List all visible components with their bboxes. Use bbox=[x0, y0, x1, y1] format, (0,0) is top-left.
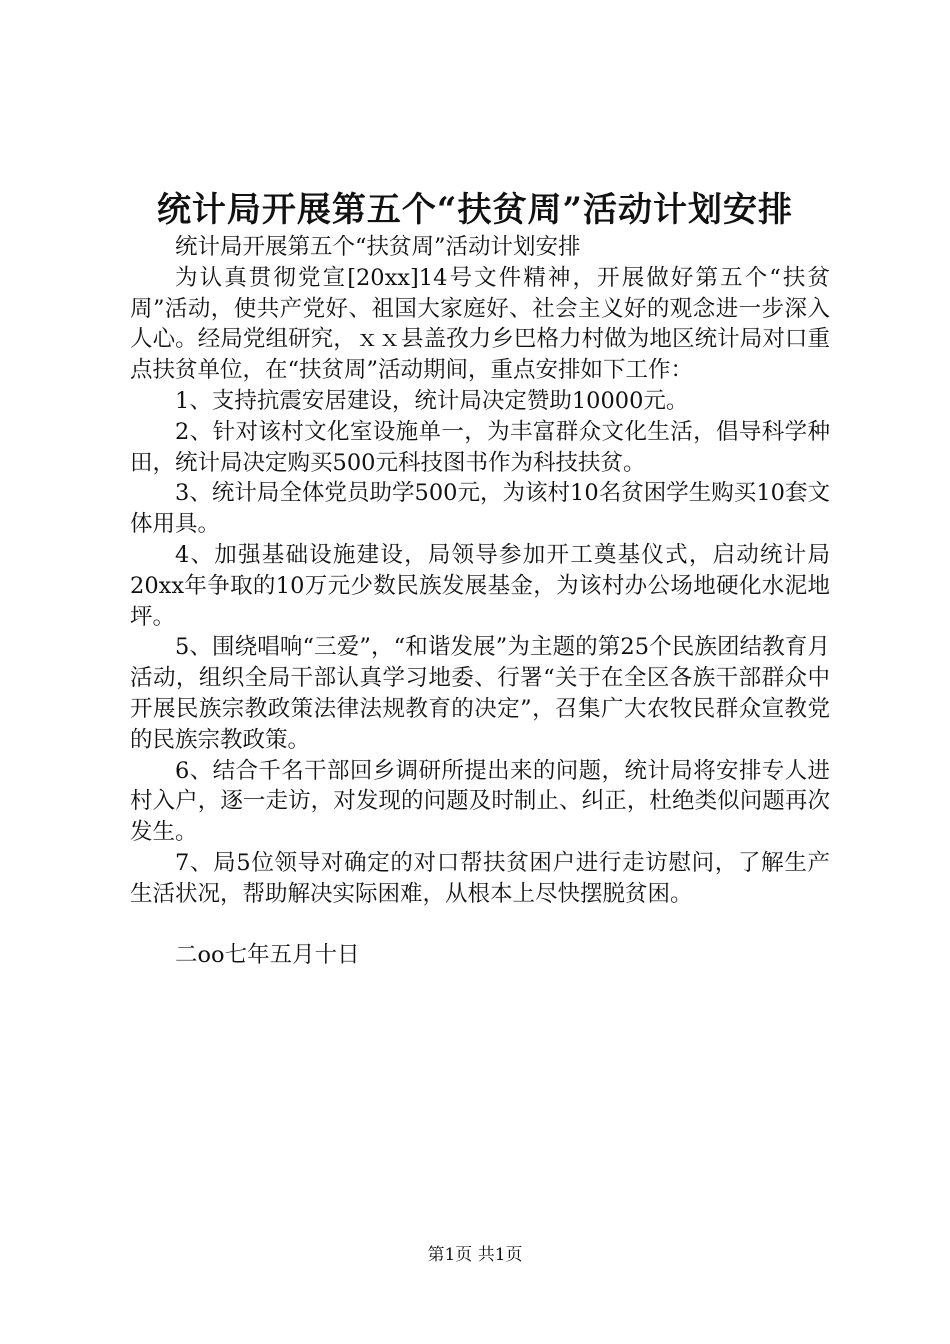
paragraph-item-7: 7、局5位领导对确定的对口帮扶贫困户进行走访慰问，了解生产生活状况，帮助解决实际困难，从根本上尽快摆脱贫困。 bbox=[130, 849, 830, 907]
paragraph-item-1: 1、支持抗震安居建设，统计局决定赞助10000元。 bbox=[175, 387, 689, 414]
document-body bbox=[130, 232, 830, 910]
paragraph-intro: 为认真贯彻党宣[20xx]14号文件精神，开展做好第五个“扶贫周”活动，使共产党好、祖国大家庭好、社会主义好的观念进一步深入人心。经局党组研究，ｘｘ县盖孜力乡巴格力村做为地区统计局对口重点扶贫单位，在“扶贫周”活动期间，重点安排如下工作： bbox=[130, 264, 830, 384]
document-subtitle: 统计局开展第五个“扶贫周”活动计划安排 bbox=[175, 234, 581, 260]
paragraph-item-3: 3、统计局全体党员助学500元，为该村10名贫困学生购买10套文体用具。 bbox=[130, 480, 830, 538]
paragraph-item-2: 2、针对该村文化室设施单一，为丰富群众文化生活，倡导科学种田，统计局决定购买500元科技图书作为科技扶贫。 bbox=[130, 418, 830, 476]
paragraph-item-5: 5、围绕唱响“三爱”，“和谐发展”为主题的第25个民族团结教育月活动，组织全局干部认真学习地委、行署“关于在全区各族干部群众中开展民族宗教政策法律法规教育的决定”，召集广大农牧民群众宣教党的民族宗教政策。 bbox=[130, 634, 830, 753]
page-footer: 第1页 共1页 bbox=[427, 1245, 523, 1265]
paragraph-item-6: 6、结合千名干部回乡调研所提出来的问题，统计局将安排专人进村入户，逐一走访，对发现的问题及时制止、纠正，杜绝类似问题再次发生。 bbox=[130, 757, 830, 846]
document-title: 统计局开展第五个“扶贫周”活动计划安排 bbox=[156, 190, 794, 230]
document-date: 二oo七年五月十日 bbox=[175, 942, 360, 968]
paragraph-item-4: 4、加强基础设施建设，局领导参加开工奠基仪式，启动统计局20xx年争取的10万元少数民族发展基金，为该村办公场地硬化水泥地坪。 bbox=[130, 541, 830, 630]
